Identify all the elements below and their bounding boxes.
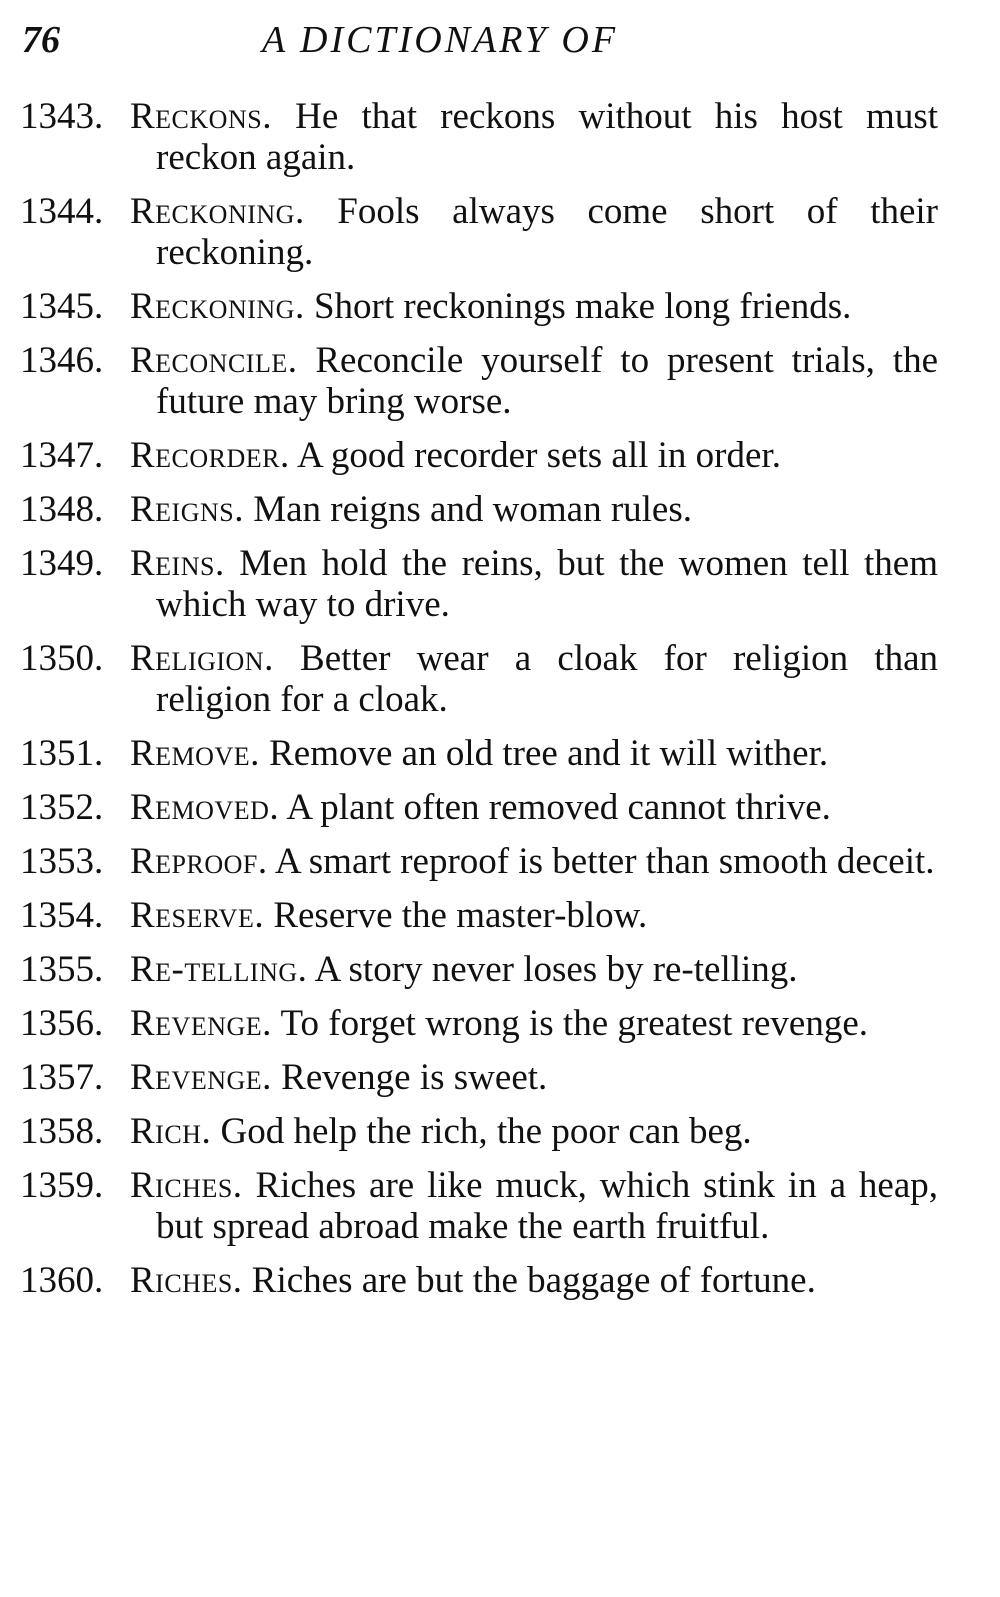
- entry-1359: [0, 1165, 1000, 1247]
- entry-headword: Reckons.: [130, 96, 272, 137]
- entry-headword: Reserve.: [130, 895, 265, 936]
- entry-1348: [0, 489, 1000, 530]
- entry-number: 1352.: [20, 787, 104, 828]
- entry-number: 1349.: [20, 543, 104, 584]
- entry-1357: [0, 1057, 1000, 1098]
- entry-number: 1347.: [20, 435, 104, 476]
- entry-text: He that reckons without his host must reckon again.: [156, 96, 938, 178]
- entry-list: [0, 96, 1000, 1314]
- entry-number: 1348.: [20, 489, 104, 530]
- entry-1351: [0, 733, 1000, 774]
- entry-1352: [0, 787, 1000, 828]
- entry-number: 1359.: [20, 1165, 104, 1206]
- entry-1347: [0, 435, 1000, 476]
- entry-number: 1354.: [20, 895, 104, 936]
- entry-text: Better wear a cloak for religion than religion for a cloak.: [156, 638, 939, 720]
- page-number: 76: [22, 19, 60, 61]
- entry-headword: Reckoning.: [130, 286, 305, 327]
- running-title: A DICTIONARY OF: [262, 19, 619, 61]
- entry-text: Reconcile yourself to present trials, the future may bring worse.: [156, 340, 939, 422]
- entry-number: 1357.: [20, 1057, 104, 1098]
- entry-text: A story never loses by re-telling.: [314, 949, 798, 990]
- entry-headword: Reins.: [130, 543, 225, 584]
- entry-text: A plant often removed cannot thrive.: [286, 787, 831, 828]
- entry-number: 1353.: [20, 841, 104, 882]
- entry-1355: [0, 949, 1000, 990]
- entry-text: Riches are like muck, which stink in a heap, but spread abroad make the earth fruitful.: [156, 1165, 939, 1247]
- entry-number: 1346.: [20, 340, 104, 381]
- entry-1345: [0, 286, 1000, 327]
- entry-text: Men hold the reins, but the women tell them which way to drive.: [156, 543, 939, 625]
- entry-number: 1344.: [20, 191, 104, 232]
- entry-number: 1343.: [20, 96, 104, 137]
- entry-headword: Reconcile.: [130, 340, 298, 381]
- entry-1343: [0, 96, 1000, 178]
- entry-text: Short reckonings make long friends.: [313, 286, 852, 327]
- entry-1346: [0, 340, 1000, 422]
- entry-number: 1360.: [20, 1260, 104, 1301]
- entry-text: Riches are but the baggage of fortune.: [251, 1260, 816, 1301]
- entry-headword: Reigns.: [130, 489, 244, 530]
- entry-headword: Religion.: [130, 638, 274, 679]
- entry-headword: Reproof.: [130, 841, 268, 882]
- entry-number: 1358.: [20, 1111, 104, 1152]
- entry-text: To forget wrong is the greatest revenge.: [280, 1003, 869, 1044]
- entry-number: 1350.: [20, 638, 104, 679]
- entry-number: 1345.: [20, 286, 104, 327]
- entry-1354: [0, 895, 1000, 936]
- entry-headword: Recorder.: [130, 435, 290, 476]
- entry-text: A smart reproof is better than smooth deceit.: [274, 841, 935, 882]
- entry-headword: Riches.: [130, 1165, 243, 1206]
- entry-text: Remove an old tree and it will wither.: [269, 733, 829, 774]
- entry-number: 1355.: [20, 949, 104, 990]
- entry-1356: [0, 1003, 1000, 1044]
- entry-1350: [0, 638, 1000, 720]
- entry-text: Man reigns and woman rules.: [253, 489, 692, 530]
- entry-1353: [0, 841, 1000, 882]
- entry-1360: [0, 1260, 1000, 1301]
- entry-1349: [0, 543, 1000, 625]
- entry-text: Reserve the master-blow.: [273, 895, 648, 936]
- entry-text: Revenge is sweet.: [281, 1057, 548, 1098]
- entry-headword: Re-telling.: [130, 949, 308, 990]
- entry-number: 1356.: [20, 1003, 104, 1044]
- entry-headword: Revenge.: [130, 1057, 272, 1098]
- entry-text: Fools always come short of their reckoning.: [156, 191, 939, 273]
- entry-headword: Rich.: [130, 1111, 212, 1152]
- entry-headword: Revenge.: [130, 1003, 272, 1044]
- entry-number: 1351.: [20, 733, 104, 774]
- entry-text: God help the rich, the poor can beg.: [220, 1111, 752, 1152]
- running-head: [22, 18, 934, 70]
- entry-1358: [0, 1111, 1000, 1152]
- entry-headword: Removed.: [130, 787, 280, 828]
- entry-headword: Riches.: [130, 1260, 243, 1301]
- entry-1344: [0, 191, 1000, 273]
- entry-text: A good recorder sets all in order.: [297, 435, 781, 476]
- entry-headword: Reckoning.: [130, 191, 305, 232]
- entry-headword: Remove.: [130, 733, 260, 774]
